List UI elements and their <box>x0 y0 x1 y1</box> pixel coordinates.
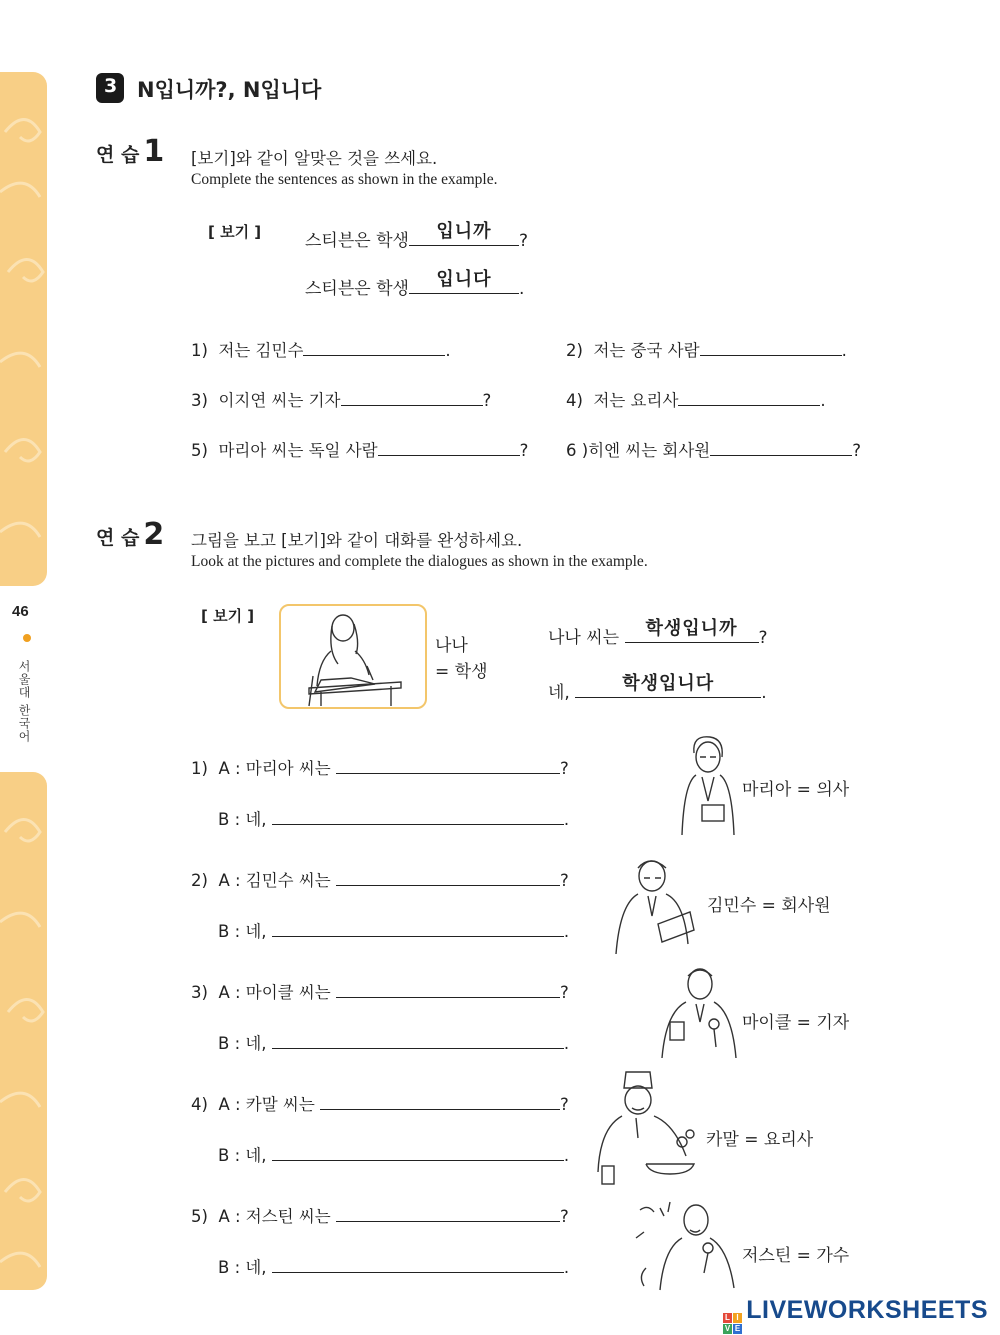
ex2-caption-1: 마리아 = 의사 <box>742 780 850 800</box>
ex2-caption-5: 저스틴 = 가수 <box>742 1246 850 1266</box>
ex1-answer-field-4[interactable] <box>678 387 820 406</box>
ex1-item-2: 2) 저는 중국 사람 . <box>566 337 847 361</box>
ex2-answer-field-2[interactable] <box>272 918 564 937</box>
example-line-2: 스티븐은 학생 입니다 . <box>305 274 524 299</box>
swirl-pattern-icon <box>0 72 47 586</box>
ex2-answer-field-3[interactable] <box>272 1030 564 1049</box>
example-question-answer: 학생입니까 <box>645 618 738 639</box>
ex1-answer-field-2[interactable] <box>700 337 842 356</box>
example-answer-text: 학생입니다 <box>622 673 715 694</box>
book-name: 서울대 한국어 <box>17 660 31 743</box>
ex2-question-field-2[interactable] <box>336 867 560 886</box>
liveworksheets-logo <box>723 1296 988 1334</box>
side-decoration-bottom <box>0 772 47 1290</box>
ex2-question-field-4[interactable] <box>320 1091 560 1110</box>
ex1-item-3: 3) 이지연 씨는 기자 ? <box>191 387 491 411</box>
page-number: 46 <box>12 603 29 620</box>
student-writing-icon <box>281 606 425 707</box>
ex1-item-4: 4) 저는 요리사 . <box>566 387 826 411</box>
bullet-dot <box>23 634 31 642</box>
ex2-caption-3: 마이클 = 기자 <box>742 1013 850 1033</box>
exercise-2-label: 연 습 2 <box>96 517 165 552</box>
ex1-answer-field-3[interactable] <box>341 387 483 406</box>
ex1-item-5: 5) 마리아 씨는 독일 사람 ? <box>191 437 528 461</box>
example-label: [ 보기 ] <box>208 223 262 241</box>
office-worker-illustration-icon <box>612 852 696 956</box>
side-decoration-top <box>0 72 47 586</box>
example-caption-job: = 학생 <box>435 662 488 682</box>
exercise-2-instruction-en: Look at the pictures and complete the dialogues as shown in the example. <box>191 553 648 570</box>
example-answer: 네, 학생입니다 . <box>548 678 767 703</box>
ex1-answer-field-1[interactable] <box>303 337 445 356</box>
ex2-caption-4: 카말 = 요리사 <box>706 1130 814 1150</box>
ex2-answer-field-5[interactable] <box>272 1254 564 1273</box>
ex1-answer-field-5[interactable] <box>378 437 520 456</box>
example-question: 나나 씨는 학생입니까 ? <box>548 623 768 648</box>
example-answer-2: 입니다 <box>436 269 492 290</box>
ex2-answer-field-1[interactable] <box>272 806 564 825</box>
ex2-answer-field-4[interactable] <box>272 1142 564 1161</box>
liveworksheets-logo-icon: L I V E <box>724 1313 741 1333</box>
exercise-1-instruction-ko: [보기]와 같이 알맞은 것을 쓰세요. <box>191 149 438 168</box>
ex1-item-1: 1) 저는 김민수 . <box>191 337 451 361</box>
ex1-item-6: 6 )히엔 씨는 회사원 ? <box>566 437 861 461</box>
example-label-2: [ 보기 ] <box>201 607 255 625</box>
exercise-1-label: 연 습 1 <box>96 134 165 169</box>
example-line-1: 스티븐은 학생 입니까 ? <box>305 226 528 251</box>
ex2-question-field-1[interactable] <box>336 755 560 774</box>
brand-name: LIVEWORKSHEETS <box>746 1296 988 1324</box>
swirl-pattern-icon <box>0 772 47 1290</box>
ex2-question-field-5[interactable] <box>336 1203 560 1222</box>
example-answer-1: 입니까 <box>436 221 492 242</box>
example-student-illustration <box>279 604 427 709</box>
section-number-icon: 3 <box>96 73 124 103</box>
singer-illustration-icon <box>626 1198 742 1292</box>
exercise-1-instruction-en: Complete the sentences as shown in the example. <box>191 171 498 188</box>
ex2-caption-2: 김민수 = 회사원 <box>707 896 831 916</box>
reporter-illustration-icon <box>658 962 740 1060</box>
page-title: N입니까?, N입니다 <box>137 78 322 102</box>
doctor-illustration-icon <box>678 733 740 843</box>
exercise-2-instruction-ko: 그림을 보고 [보기]와 같이 대화를 완성하세요. <box>191 531 523 550</box>
example-caption-name: 나나 <box>435 636 468 656</box>
ex1-answer-field-6[interactable] <box>710 437 852 456</box>
ex2-question-field-3[interactable] <box>336 979 560 998</box>
chef-illustration-icon <box>596 1066 700 1188</box>
